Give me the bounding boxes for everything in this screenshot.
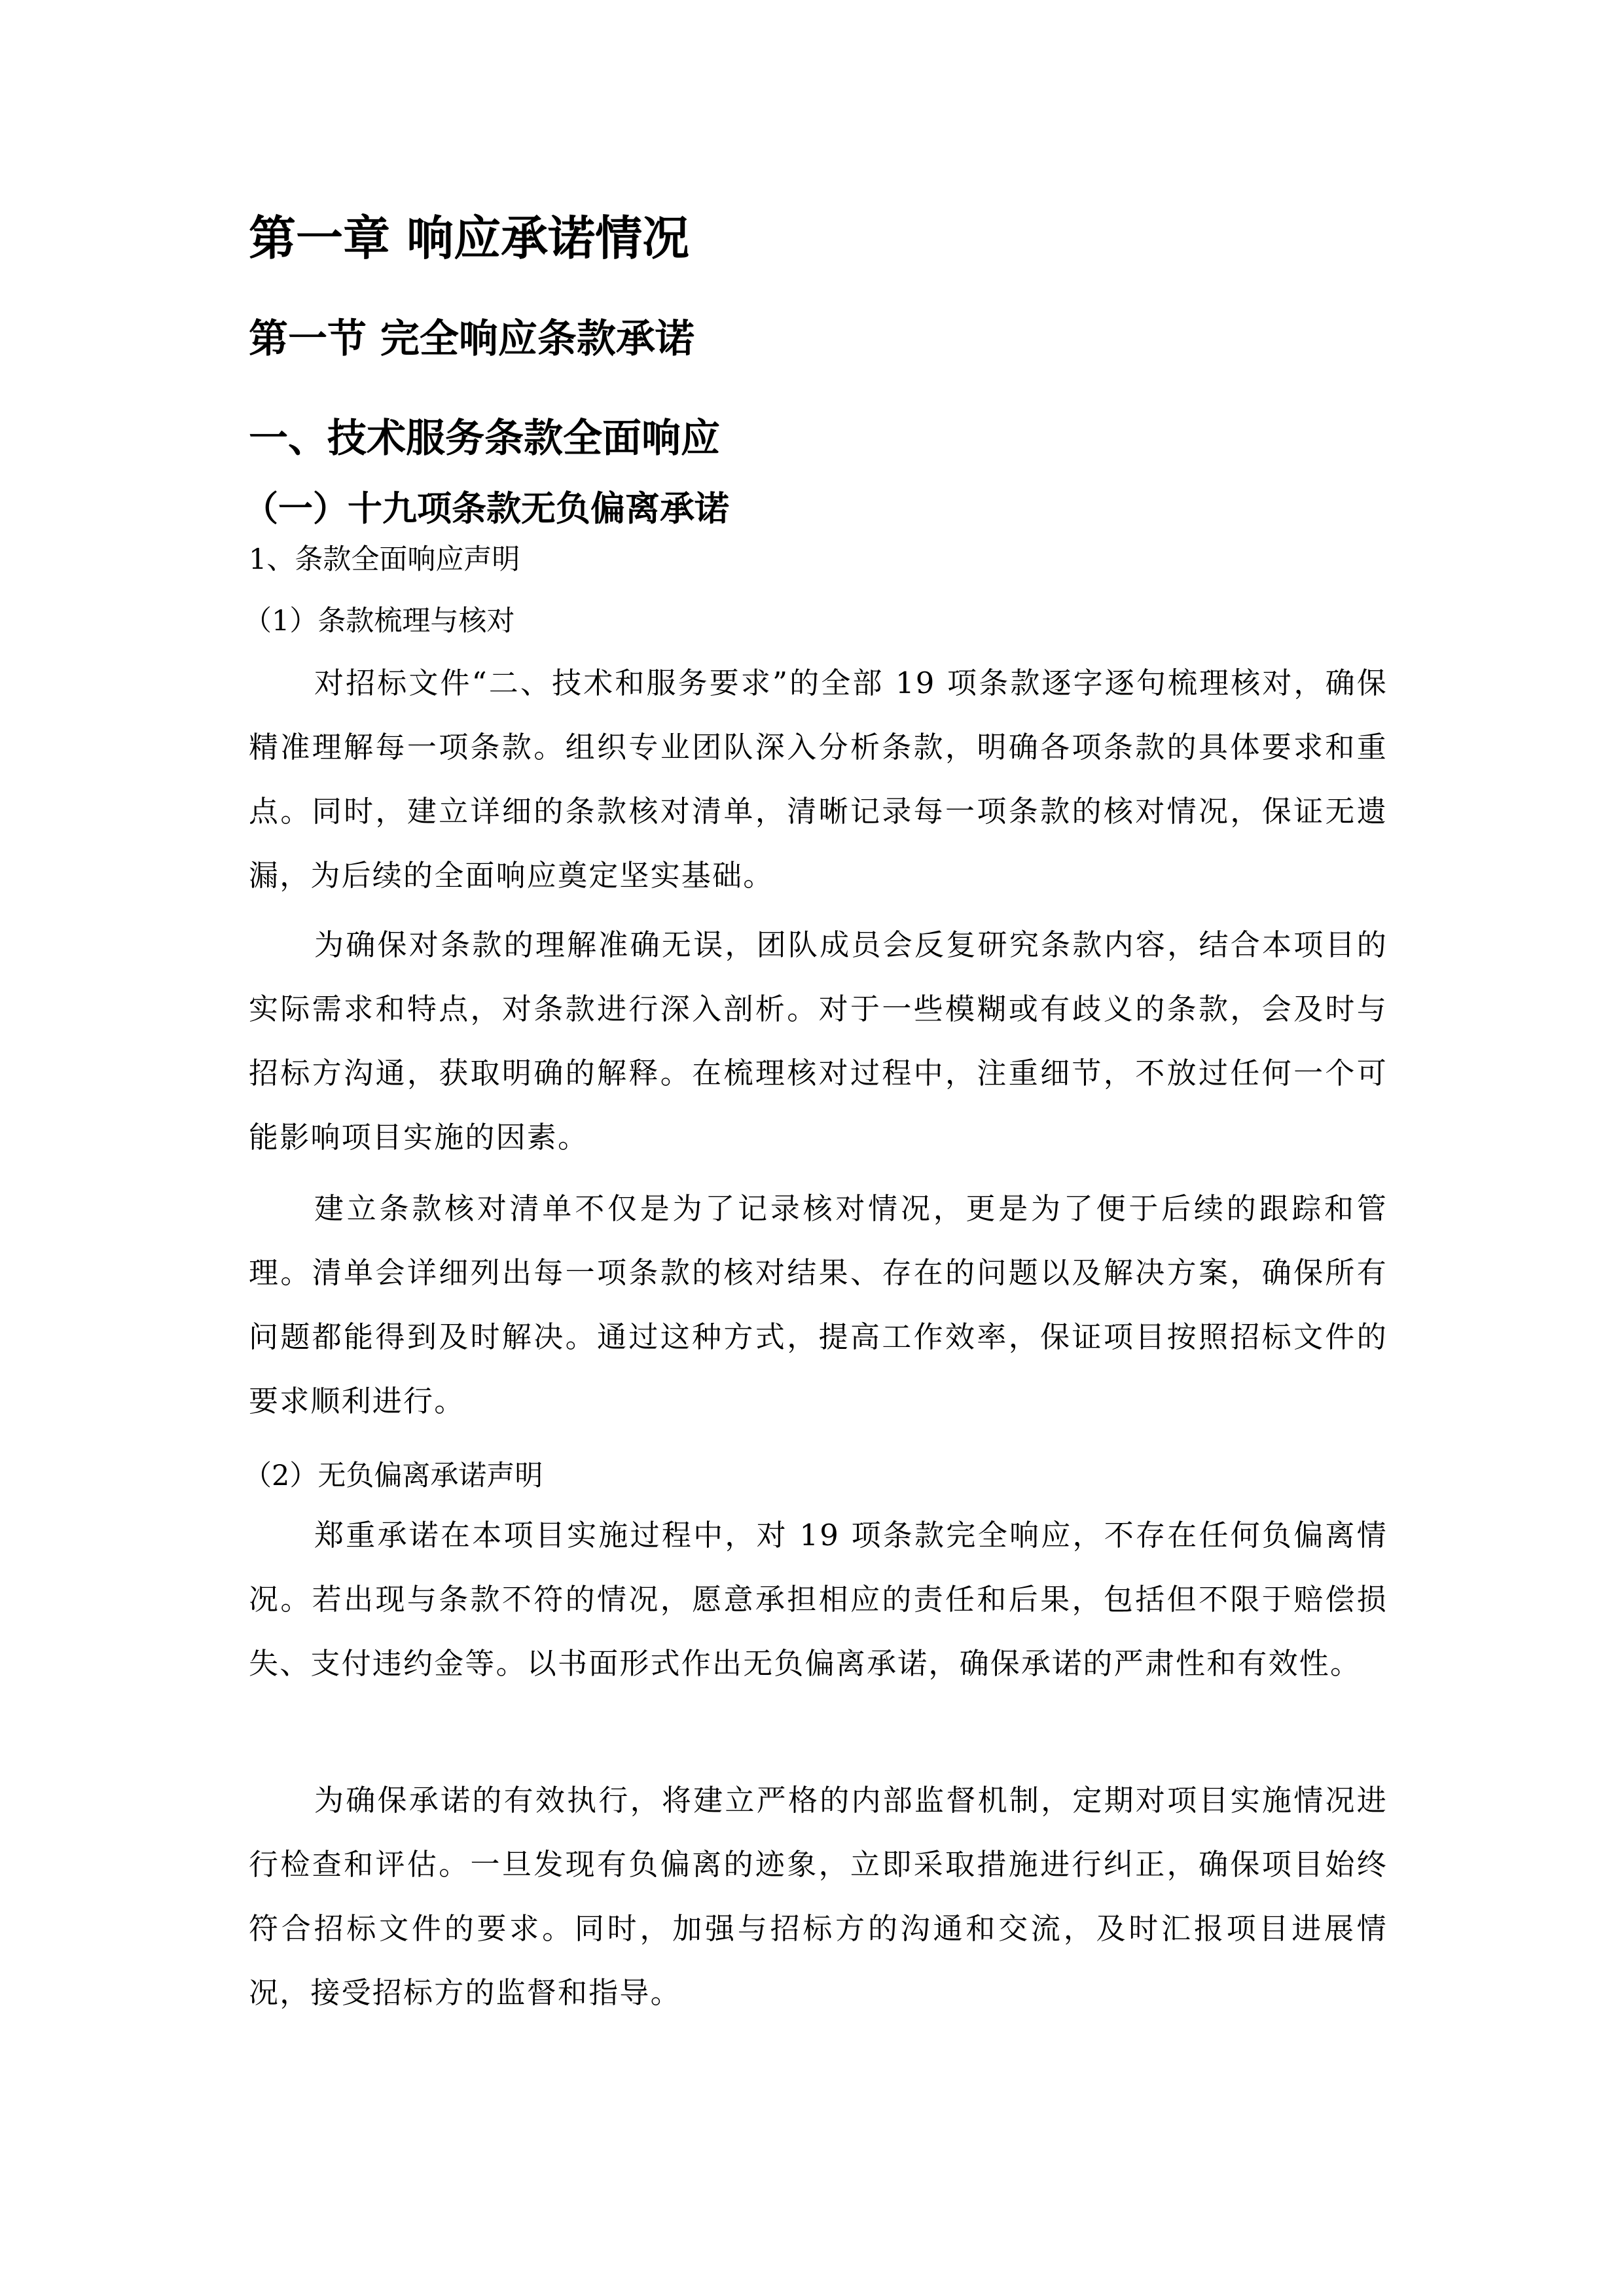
item1-2-title: （2）无负偏离承诺声明 — [244, 1460, 543, 1492]
section-title: 第一节 完全响应条款承诺 — [249, 316, 695, 362]
body-paragraph: 郑重承诺在本项目实施过程中，对 19 项条款完全响应，不存在任何负偏离情况。若出现与条款不符的情况，愿意承担相应的责任和后果，包括但不限于赔偿损失、支付违约金等。以书面形式作出无负偏离承诺，确保承诺的严肃性和有效性。 — [249, 1518, 1388, 1681]
body-paragraph: 建立条款核对清单不仅是为了记录核对情况，更是为了便于后续的跟踪和管理。清单会详细列出每一项条款的核对结果、存在的问题以及解决方案，确保所有问题都能得到及时解决。通过这种方式，提高工作效率，保证项目按照招标文件的要求顺利进行。 — [249, 1191, 1388, 1418]
body-paragraph: 为确保承诺的有效执行，将建立严格的内部监督机制，定期对项目实施情况进行检查和评估。一旦发现有负偏离的迹象，立即采取措施进行纠正，确保项目始终符合招标文件的要求。同时，加强与招标方的沟通和交流，及时汇报项目进展情况，接受招标方的监督和指导。 — [249, 1783, 1388, 2010]
body-paragraph: 对招标文件“二、技术和服务要求”的全部 19 项条款逐字逐句梳理核对，确保精准理解每一项条款。组织专业团队深入分析条款，明确各项条款的具体要求和重点。同时，建立详细的条款核对清单，清晰记录每一项条款的核对情况，保证无遗漏，为后续的全面响应奠定坚实基础。 — [249, 666, 1388, 893]
body-paragraph: 为确保对条款的理解准确无误，团队成员会反复研究条款内容，结合本项目的实际需求和特点，对条款进行深入剖析。对于一些模糊或有歧义的条款，会及时与招标方沟通，获取明确的解释。在梳理核对过程中，注重细节，不放过任何一个可能影响项目实施的因素。 — [249, 927, 1388, 1155]
chapter-title: 第一章 响应承诺情况 — [249, 211, 690, 266]
item1-1-title: （1）条款梳理与核对 — [244, 605, 515, 637]
subsection-title: 一、技术服务条款全面响应 — [249, 416, 720, 461]
item1-title: 1、条款全面响应声明 — [249, 543, 520, 576]
subsubsection-title: （一）十九项条款无负偏离承诺 — [244, 488, 729, 529]
